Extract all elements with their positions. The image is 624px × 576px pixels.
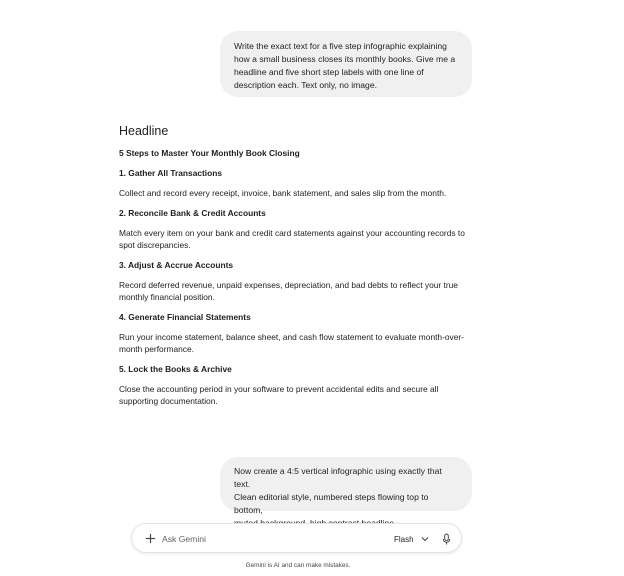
response-title: 5 Steps to Master Your Monthly Book Closing [119,148,300,158]
model-selector[interactable] [394,532,429,546]
prompt-composer [131,523,462,553]
step-3-description-cont: monthly financial position. [119,292,215,302]
user-message-line: Write the exact text for a five step infographic explaining [234,41,447,51]
user-message-2 [220,457,472,515]
user-message-line: headline and five short step labels with one line of [234,67,424,77]
user-message-line: description each. Text only, no image. [234,80,377,90]
chevron-down-icon [421,536,429,542]
step-5-label: 5. Lock the Books & Archive [119,363,232,374]
step-5-description: Close the accounting period in your software to prevent accidental edits and secure all [119,383,439,394]
step-3-label: 3. Adjust & Accrue Accounts [119,259,234,270]
user-message-line: Clean editorial style, numbered steps flowing top to bottom, [234,492,429,515]
step-2-label: 2. Reconcile Bank & Credit Accounts [119,207,266,218]
prompt-input[interactable] [162,531,362,546]
step-4-description: Run your income statement, balance sheet, and cash flow statement to evaluate month-over- [119,331,464,342]
response-headline: Headline [119,124,169,138]
step-1-label: 1. Gather All Transactions [119,168,223,178]
step-4-description-cont: month performance. [119,344,194,354]
model-label: Flash [394,534,414,544]
step-4-label: 4. Generate Financial Statements [119,311,251,322]
user-message-line: Now create a 4:5 vertical infographic using exactly that text. [234,466,442,489]
step-2-description: Match every item on your bank and credit card statements against your accounting records to [119,227,465,238]
step-5-description-cont: supporting documentation. [119,396,218,406]
user-message-1 [220,31,472,97]
assistant-response [119,124,479,408]
plus-icon[interactable] [142,530,158,546]
step-3-description: Record deferred revenue, unpaid expenses, depreciation, and bad debts to reflect your true [119,279,458,290]
mic-icon[interactable] [439,531,453,547]
ai-disclaimer: Gemini is AI and can make mistakes. [245,562,351,569]
step-2-description-cont: spot discrepancies. [119,240,191,250]
user-message-line: how a small business closes its monthly books. Give me a [234,54,456,64]
step-1-description: Collect and record every receipt, invoice, bank statement, and sales slip from the month. [119,188,447,198]
